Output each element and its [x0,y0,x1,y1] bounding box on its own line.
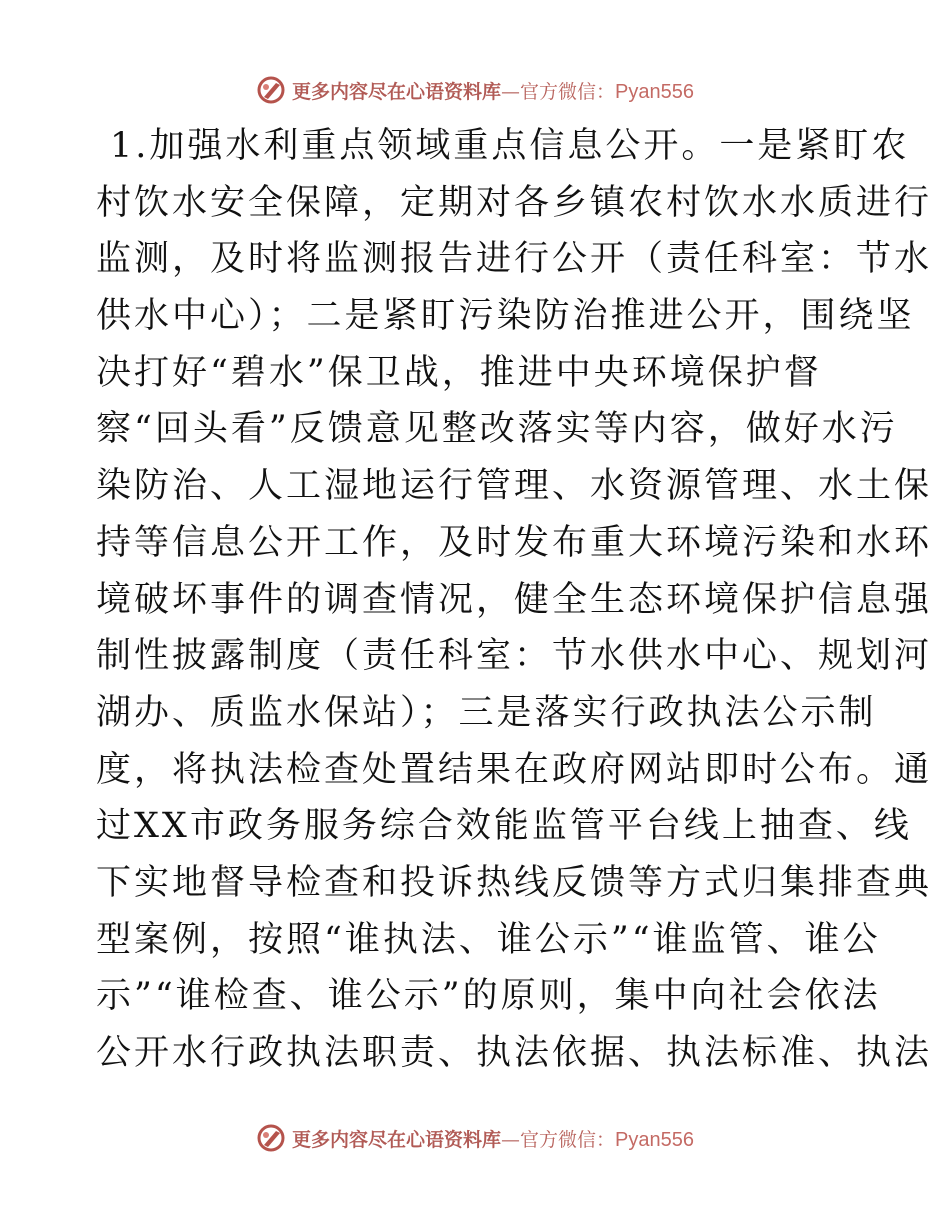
text-line: 示”“谁检查、谁公示”的原则，集中向社会依法 [96,976,881,1017]
text-line: 察“回头看”反馈意见整改落实等内容，做好水污 [96,409,898,450]
text-line: 湖办、质监水保站）；三是落实行政执法公示制 [96,692,877,733]
text-line: 公开水行政执法职责、执法依据、执法标准、执法 [96,1033,933,1073]
text-line: 村饮水安全保障，定期对各乡镇农村饮水水质进行 [96,182,933,223]
text-line: 境破坏事件的调查情况，健全生态环境保护信息强 [96,579,933,620]
text-line: 监测，及时将监测报告进行公开（责任科室：节水 [96,239,933,280]
logo-icon [256,75,286,105]
text-line: 决打好“碧水”保卫战，推进中央环境保护督 [96,352,822,393]
text-line: 下实地督导检查和投诉热线反馈等方式归集排查典 [96,862,933,903]
footer-banner [0,1118,950,1158]
text-line: 供水中心）；二是紧盯污染防治推进公开，围绕坚 [96,296,915,337]
text-line: 1.加强水利重点领域重点信息公开。一是紧盯农 [110,126,910,166]
banner-text: 更多内容尽在心语资料库—官方微信：Pyan556 [292,80,694,103]
header-banner [0,70,950,110]
text-line: 型案例，按照“谁执法、谁公示”“谁监管、谁公 [96,919,881,960]
text-line: 染防治、人工湿地运行管理、水资源管理、水土保 [96,466,933,507]
text-line: 过XX市政务服务综合效能监管平台线上抽查、线 [96,806,912,847]
text-line: 制性披露制度（责任科室：节水供水中心、规划河 [96,636,933,677]
text-line: 持等信息公开工作，及时发布重大环境污染和水环 [96,522,933,563]
logo-icon [256,1123,286,1153]
document-body [96,118,933,1082]
banner-text: 更多内容尽在心语资料库—官方微信：Pyan556 [292,1128,694,1151]
text-line: 度，将执法检查处置结果在政府网站即时公布。通 [96,749,933,790]
